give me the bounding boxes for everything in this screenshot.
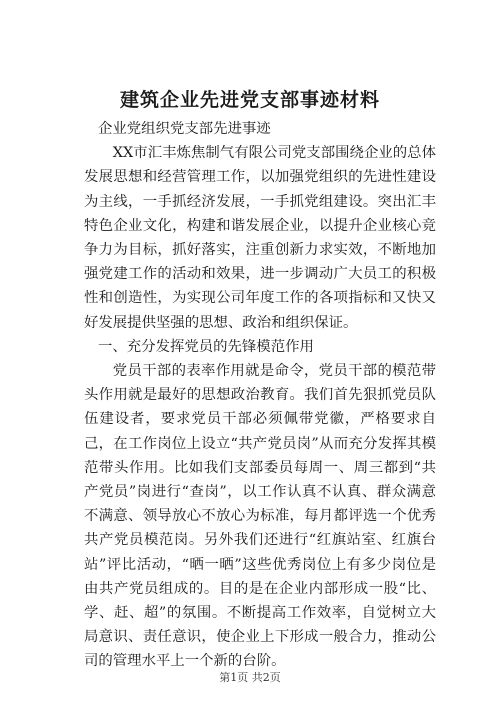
document-title: 建筑企业先进党支部事迹材料	[119, 89, 380, 111]
section-heading: 一、充分发挥党员的先锋模范作用	[98, 338, 314, 355]
intro-paragraph: XX市汇丰炼焦制气有限公司党支部围绕企业的总体发展思想和经营管理工作，以加强党组织的先进性建设为主线，一手抓经济发展，一手抓党组建设。突出汇丰特色企业文化，构建和谐发展企业，以提升企业核心竞争力为目标，抓好落实，注重创新力求实效，不断地加强党建工作的活动和效果，进一步调动广大员工的积极性和创造性，为实现公司年度工作的各项指标和又快又好发展提供坚强的思想、政治和组织保证。	[84, 145, 436, 331]
document-subtitle: 企业党组织党支部先进事迹	[98, 121, 271, 137]
page-footer: 第1页 共2页	[219, 671, 281, 684]
document-body	[84, 117, 436, 674]
section-paragraph: 党员干部的表率作用就是命令，党员干部的模范带头作用就是最好的思想政治教育。我们首先狠抓党员队伍建设者，要求党员干部必须佩带党徽，严格要求自己，在工作岗位上设立“共产党员岗”从而充分发挥其模范带头作用。比如我们支部委员每周一、周三都到“共产党员”岗进行“查岗”，以工作认真不认真、群众满意不满意、领导放心不放心为标准，每月都评选一个优秀共产党员模范岗。另外我们还进行“红旗站室、红旗台站”评比活动，“晒一晒”这些优秀岗位上有多少岗位是由共产党员组成的。目的是在企业内部形成一股“比、学、赶、超”的氛围。不断提高工作效率，自觉树立大局意识、责任意识，使企业上下形成一般合力，推动公司的管理水平上一个新的台阶。	[84, 363, 436, 670]
